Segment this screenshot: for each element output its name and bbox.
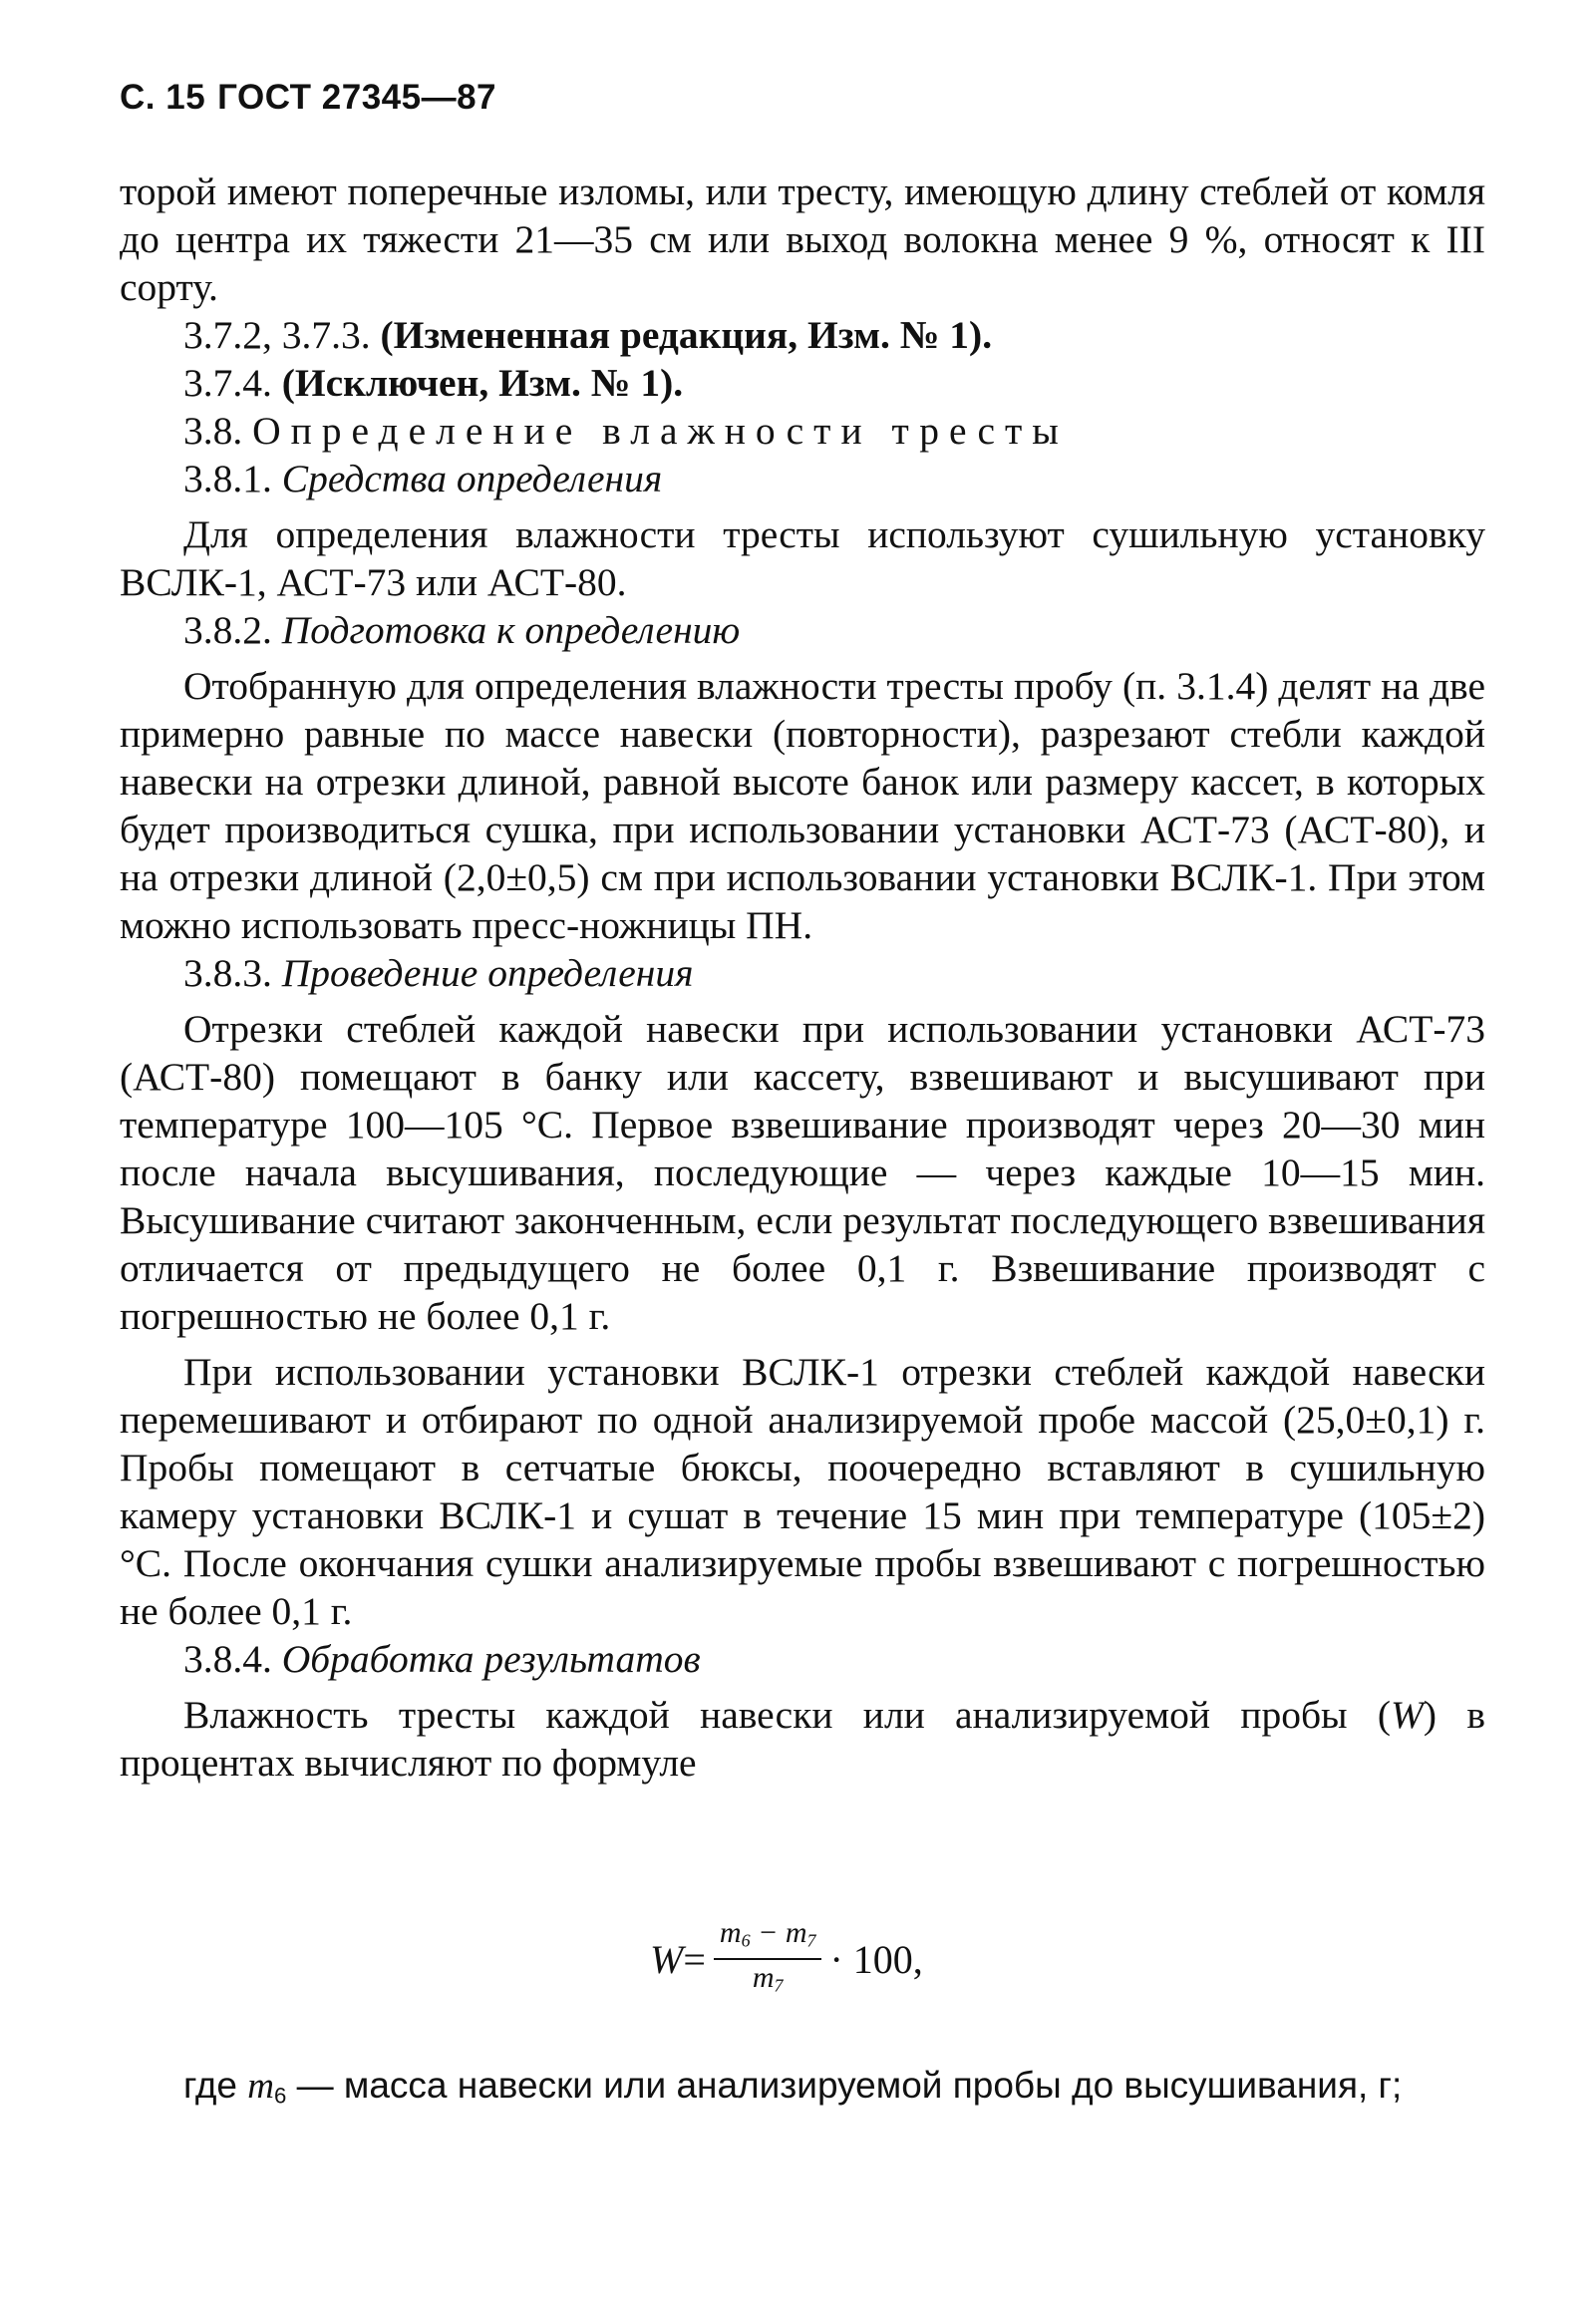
paragraph-procedure-vslk: При использовании установки ВСЛК-1 отрезки стеблей каждой навески перемешивают и отбирают по одной анализируемой пробе массой (25,0±0,1) г. Пробы помещают в сетчатые бюксы, поочередно вставляют в сушильную камеру установки ВСЛК-1 и сушат в течение 15 мин при температуре (105±2) °С. После окончания сушки анализируемые пробы взвешивают с погрешностью не более 0,1 г. — [120, 1350, 1485, 1633]
paragraph-calculation: Влажность тресты каждой навески или анализируемой пробы (W) в процентах вычисляют по формуле — [120, 1693, 1485, 1785]
subsection-3-8-3-heading — [120, 949, 1485, 997]
paragraph-equipment: Для определения влажности тресты используют сушильную установку ВСЛК-1, АСТ-73 или АСТ-80. — [120, 512, 1485, 604]
clause-number: 3.8.2. — [183, 608, 282, 652]
paragraph-procedure-ast: Отрезки стеблей каждой навески при использовании установки АСТ-73 (АСТ-80) помещают в банку или кассету, взвешивают и высушивают при температуре 100—105 °С. Первое взвешивание производят через 20—30 мин после начала высушивания, последующие — через каждые 10—15 мин. Высушивание считают законченным, если результат последующего взвешивания отличается от предыдущего не более 0,1 г. Взвешивание производят с погрешностью не более 0,1 г. — [120, 1007, 1485, 1338]
standard-designation: ГОСТ 27345—87 — [217, 78, 497, 117]
amendment-note: (Измененная редакция, Изм. № 1). — [380, 313, 993, 357]
formula-fraction — [714, 1917, 822, 2002]
formula-lhs: W — [650, 1936, 684, 1982]
body-text — [120, 167, 1485, 1787]
page-number: С. 15 — [120, 78, 206, 117]
subsection-title: Подготовка к определению — [281, 608, 741, 652]
formula-legend: где $m_6$ — масса навески или анализируемой пробы до высушивания, г; — [183, 2065, 1403, 2109]
formula-numerator: $m_6 - m_7$ — [714, 1917, 822, 1961]
subsection-3-8-4-heading — [120, 1635, 1485, 1683]
paragraph-continuation: торой имеют поперечные изломы, или тресту, имеющую длину стеблей от комля до центра их тяжести 21—35 см или выход волокна менее 9 %, относят к III сорту. — [120, 169, 1485, 309]
clause-number: 3.8.4. — [183, 1637, 282, 1681]
clause-number: 3.8. — [183, 409, 253, 453]
legend-variable: m — [247, 2066, 275, 2107]
clause-number: 3.8.3. — [183, 951, 282, 995]
section-title: Определение влажности тресты — [252, 409, 1069, 453]
moisture-formula — [650, 1915, 923, 1996]
formula-denominator: $m_7$ — [752, 1961, 784, 1996]
subsection-3-8-1-heading — [120, 455, 1485, 502]
page-header — [120, 78, 496, 118]
clause-number: 3.7.2, 3.7.3. — [183, 313, 381, 357]
clause-number: 3.8.1. — [183, 457, 282, 500]
clause-number: 3.7.4. — [183, 361, 282, 405]
moisture-variable: W — [1391, 1693, 1424, 1737]
subsection-title: Средства определения — [281, 457, 663, 500]
clause-3-7-2 — [120, 311, 1485, 359]
formula-equals: = — [683, 1936, 706, 1982]
subsection-3-8-2-heading — [120, 606, 1485, 654]
subsection-title: Проведение определения — [281, 951, 694, 995]
formula-tail: · 100, — [829, 1936, 923, 1982]
paragraph-preparation: Отобранную для определения влажности тресты пробу (п. 3.1.4) делят на две примерно равные по массе навески (повторности), разрезают стебли каждой навески на отрезки длиной, равной высоте банок или размеру кассет, в которых будет производиться сушка, при использовании установки АСТ-73 (АСТ-80), и на отрезки длиной (2,0±0,5) см при использовании установки ВСЛК-1. При этом можно использовать пресс-ножницы ПН. — [120, 664, 1485, 947]
section-3-8-heading — [120, 407, 1485, 455]
subsection-title: Обработка результатов — [281, 1637, 701, 1681]
amendment-note: (Исключен, Изм. № 1). — [281, 361, 684, 405]
legend-text: — масса навески или анализируемой пробы до высушивания, г; — [286, 2065, 1403, 2106]
clause-3-7-4 — [120, 359, 1485, 407]
